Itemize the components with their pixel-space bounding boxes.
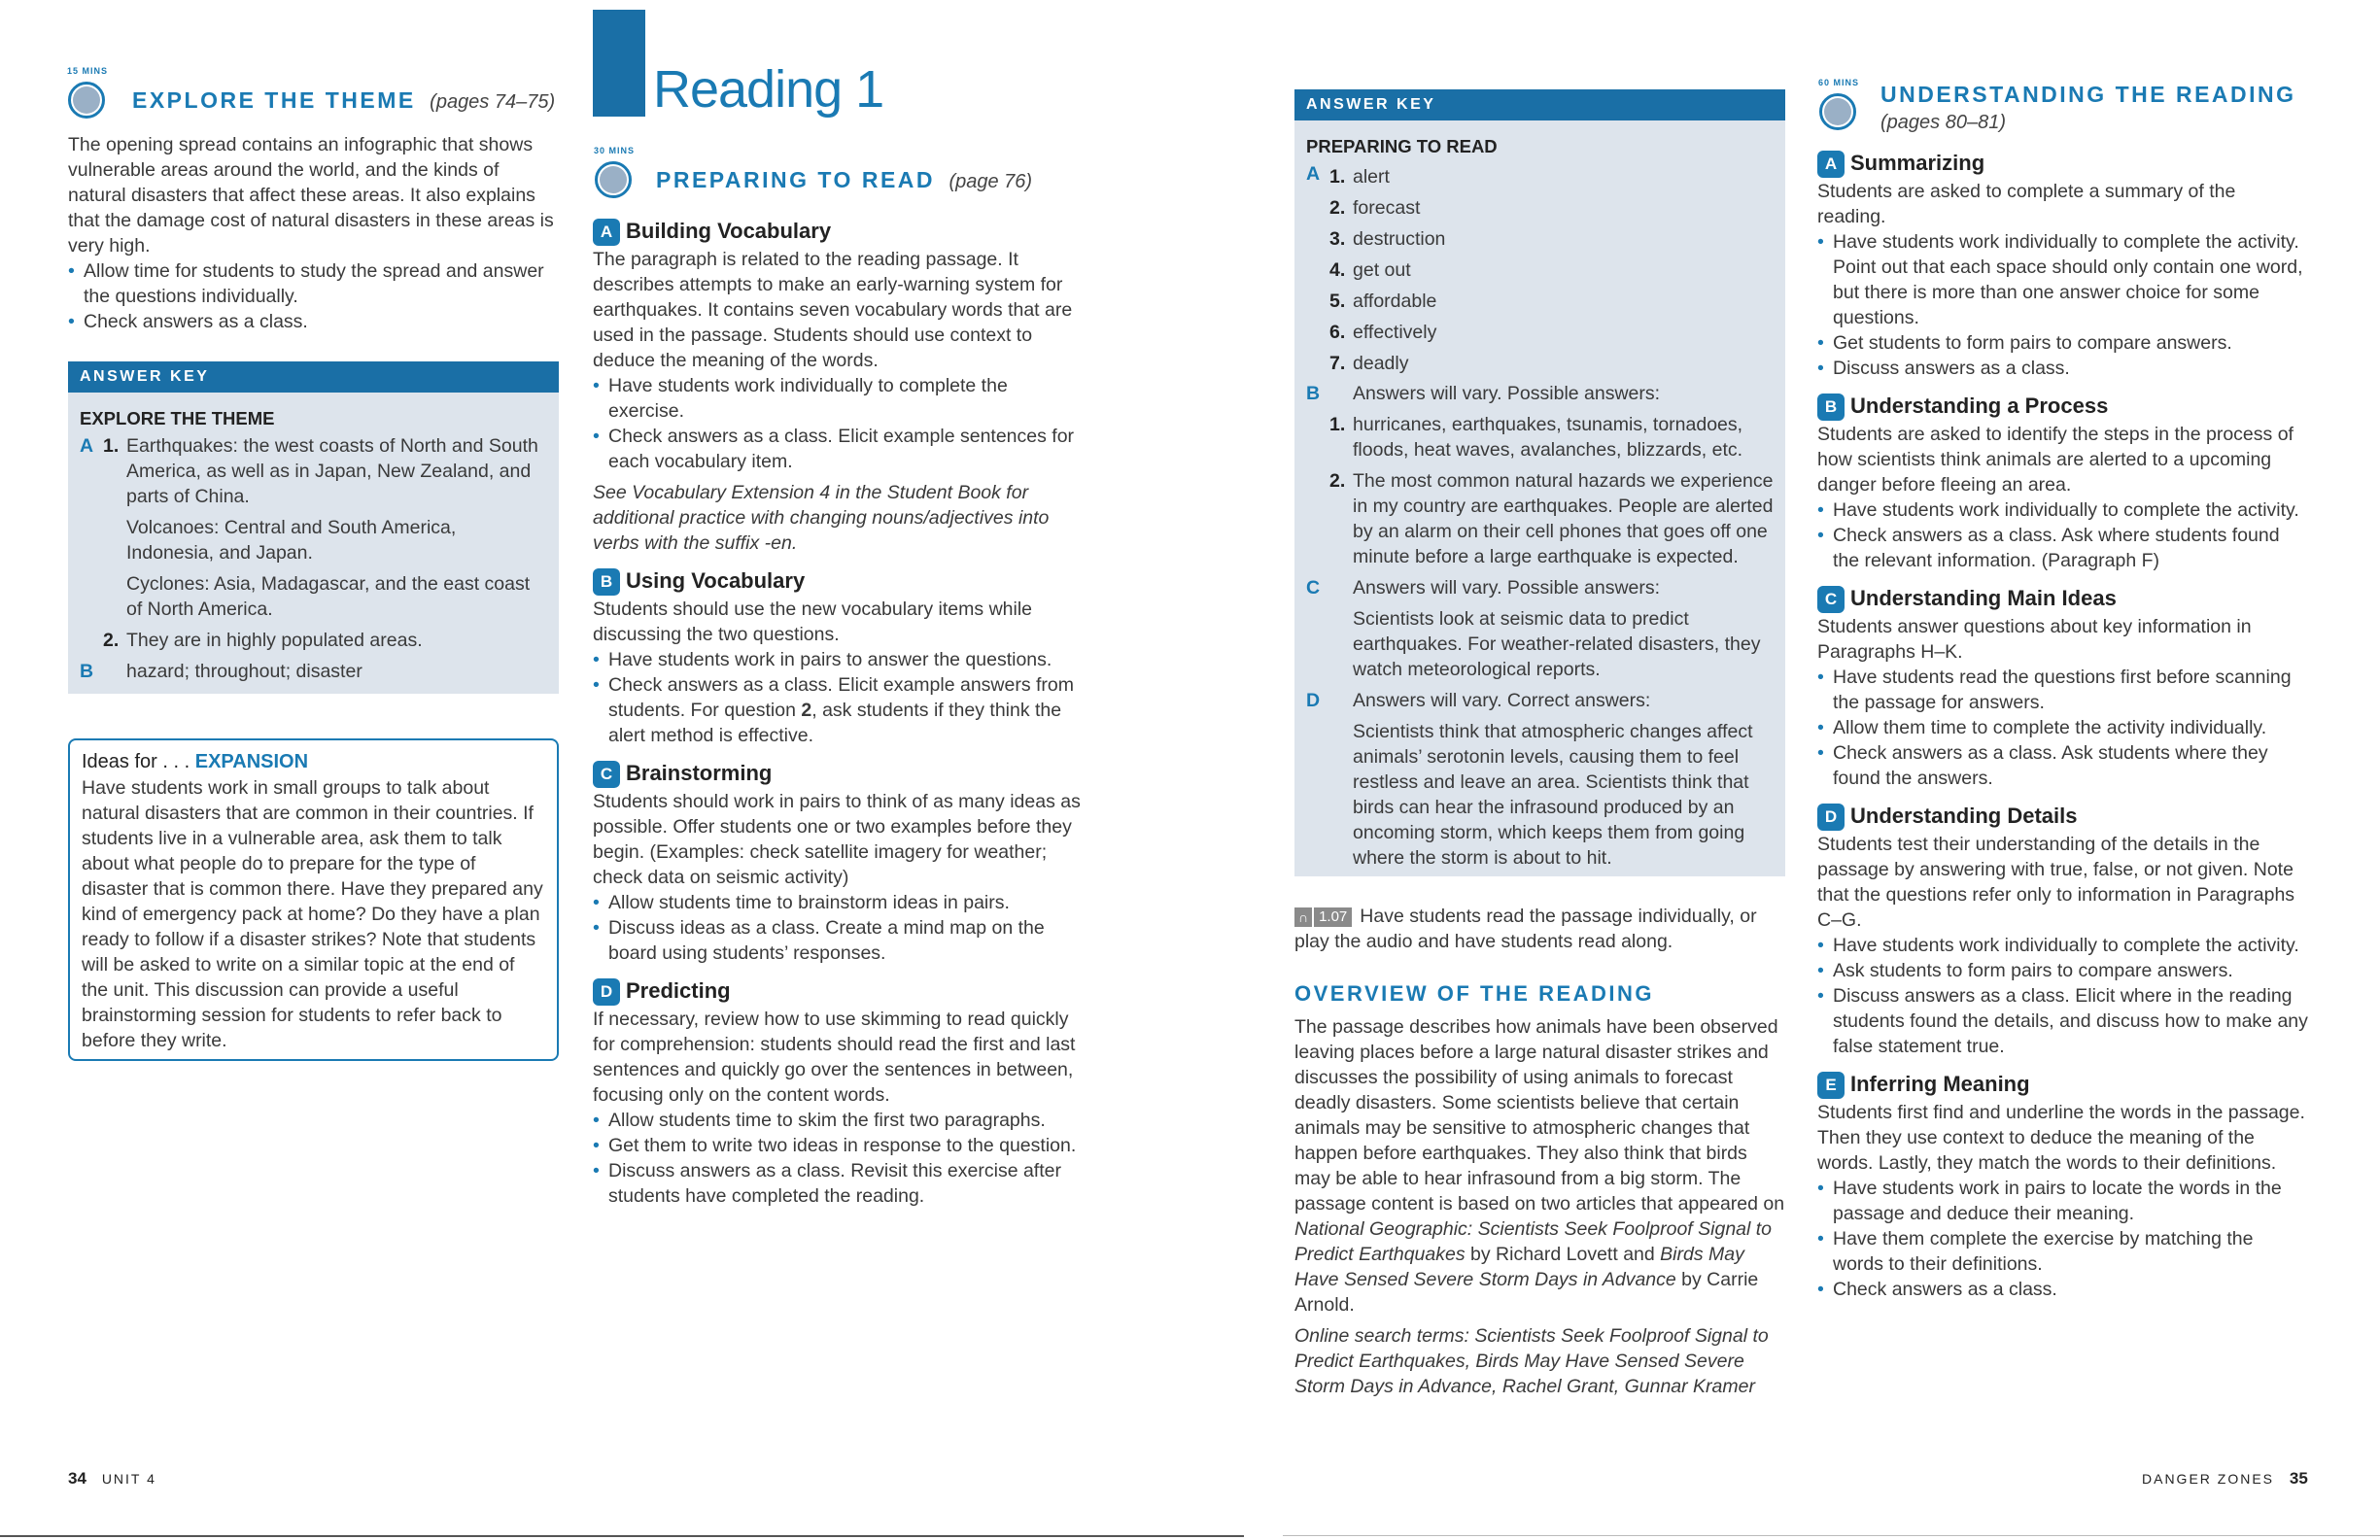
section-text: The paragraph is related to the reading passage. It describes attempts to make an early-warning system for earthquakes. It contains seven vocabulary words that are used in the passage. Students should use context to deduce the meaning of the words. xyxy=(593,249,1073,371)
list-item: • Have students work individually to complete the activity. Point out that each space should only contain one word, but there is more than one answer choice for some questions. xyxy=(1817,229,2308,330)
answer-text: hazard; throughout; disaster xyxy=(126,661,362,682)
page-ref: (pages 80–81) xyxy=(1880,112,2006,133)
answer-text: Volcanoes: Central and South America, Indonesia, and Japan. xyxy=(126,517,457,564)
page-title: Reading 1 xyxy=(653,60,884,119)
answer-text: Answers will vary. Possible answers: xyxy=(1353,383,1661,404)
section-text: Students first find and underline the words in the passage. Then they use context to deduce the meaning of the words. Lastly, they match the words to their definitions. xyxy=(1817,1102,2305,1174)
audio-track-badge[interactable]: 1.07 xyxy=(1314,907,1352,927)
list-item: • Have students work in pairs to locate the words in the passage and deduce their meaning. xyxy=(1817,1176,2308,1226)
answer-text: Scientists think that atmospheric changes affect animals’ serotonin levels, causing them to feel restless and leave an area. Scientists think that birds can hear the infrasound produced by an oncoming storm, which keeps them from going where the storm is about to hit. xyxy=(1353,721,1753,869)
answer-text: affordable xyxy=(1353,291,1437,312)
list-item: • Have students work individually to complete the activity. xyxy=(1817,933,2308,958)
answer-text: alert xyxy=(1353,166,1390,188)
subsection-heading: B Understanding a Process xyxy=(1817,391,2308,422)
answer-text: get out xyxy=(1353,259,1411,281)
timer-icon: 60 MINS xyxy=(1811,80,1862,130)
answer-text: hurricanes, earthquakes, tsunamis, tornadoes, floods, heat waves, avalanches, blizzards, etc. xyxy=(1353,414,1743,461)
section-d xyxy=(1817,801,2308,1059)
bottom-rule-right xyxy=(1283,1535,2380,1536)
list-item: • Have them complete the exercise by matching the words to their definitions. xyxy=(1817,1226,2308,1277)
answer-key-header: ANSWER KEY xyxy=(68,361,559,393)
section-text: Students should use the new vocabulary items while discussing the two questions. xyxy=(593,599,1033,645)
headphones-icon[interactable]: ∩ xyxy=(1294,907,1312,927)
page-ref: (page 76) xyxy=(949,171,1033,192)
list-item: • Discuss answers as a class. Revisit this exercise after students have completed the reading. xyxy=(593,1158,1084,1209)
title-bar xyxy=(593,10,645,117)
section-text: Students should work in pairs to think of as many ideas as possible. Offer students one or two examples before they begin. (Examples: check satellite imagery for weather; check data on seismic activity) xyxy=(593,791,1081,888)
answer-letter: A xyxy=(80,435,94,457)
section-text: Students are asked to identify the steps in the process of how scientists think animals are alerted to a upcoming danger before fleeing an area. xyxy=(1817,424,2294,496)
list-item: • Check answers as a class. Elicit example answers from students. For question 2, ask students if they think the alert method is effective. xyxy=(593,672,1084,748)
explore-intro: The opening spread contains an infographic that shows vulnerable areas around the world, and the kinds of natural disasters that affect these areas. It also explains that the damage cost of natural disasters in these areas is very high. xyxy=(68,134,554,257)
answer-text: effectively xyxy=(1353,322,1437,343)
answer-letter: C xyxy=(1306,577,1321,599)
section-title: OVERVIEW OF THE READING xyxy=(1294,981,1655,1006)
list-item: • Allow students time to brainstorm ideas in pairs. xyxy=(593,890,1084,915)
list-item: • Discuss answers as a class. Elicit where in the reading students found the details, and discuss how to make any false statement true. xyxy=(1817,983,2308,1059)
subsection-heading: C Brainstorming xyxy=(593,758,1084,789)
subsection-heading: A Summarizing xyxy=(1817,148,2308,179)
ideas-text: Have students work in small groups to talk about natural disasters that are common in their countries. If students live in a vulnerable area, ask them to talk about what people do to prepare for the type of disaster that is common there. Have they prepared any kind of emergency pack at home? Do they have a plan ready to follow if a disaster strikes? Note that students will be asked to write on a similar topic at the end of the unit. This discussion can provide a useful brainstorming session for students to refer back to before they write. xyxy=(82,777,543,1051)
answer-letter: B xyxy=(80,661,94,682)
list-item: • Allow them time to complete the activity individually. xyxy=(1817,715,2308,740)
list-item: • Have students work in pairs to answer the questions. xyxy=(593,647,1084,672)
answer-text: Cyclones: Asia, Madagascar, and the east coast of North America. xyxy=(126,573,531,620)
answer-text: Earthquakes: the west coasts of North and South America, as well as in Japan, New Zealand, and parts of China. xyxy=(126,435,538,507)
ideas-title: EXPANSION xyxy=(194,751,309,772)
letter-badge: A xyxy=(593,219,620,246)
answer-number: 1. xyxy=(103,435,120,457)
list-item: • Discuss ideas as a class. Create a mind map on the board using students’ responses. xyxy=(593,915,1084,966)
letter-badge: C xyxy=(593,761,620,788)
chapter-label: DANGER ZONES xyxy=(2142,1471,2275,1487)
overview-text: The passage describes how animals have been observed leaving places before a large natural disaster strikes and discusses the possibility of using animals to forecast deadly disasters. Some scientists believe that certain animals may be sensitive to atmospheric changes that happen before earthquakes. They also think that birds may be able to hear infrasound from a big storm. The passage content is based on two articles that appeared on National Geographic: Scientists Seek Foolproof Signal to Predict Earthquakes by Richard Lovett and Birds May Have Sensed Severe Storm Days in Advance by Carrie Arnold. xyxy=(1294,1016,1785,1316)
list-item: • Have students work individually to complete the activity. xyxy=(1817,497,2308,523)
footer-right xyxy=(2142,1469,2308,1489)
section-text: Students answer questions about key information in Paragraphs H–K. xyxy=(1817,616,2252,663)
letter-badge: B xyxy=(593,568,620,596)
list-item: • Have students work individually to complete the exercise. xyxy=(593,373,1084,424)
answer-letter: A xyxy=(1306,163,1321,185)
subsection-heading: C Understanding Main Ideas xyxy=(1817,583,2308,614)
preparing-heading xyxy=(656,167,1032,193)
list-item: • Ask students to form pairs to compare answers. xyxy=(1817,958,2308,983)
timer-icon: 15 MINS xyxy=(60,68,111,119)
answer-key-box: ANSWER KEY PREPARING TO READ A 1. alert 2. forecast 3. destruction 4. get out 5. affordable 6. effectively 7. deadly B Answers will vary. Possible answers: 1. hurricanes, earthquakes, tsunamis, tornadoes, floods, heat waves, avalanches, blizzards, etc. 2. The most common natural hazards we experience in my country are earthquakes. People are alerted by an alarm on their cell phones that goes off one minute before a large earthquake is expected. C Answers will vary. Possible answers: Scientists look at seismic data to predict earthquakes. For weather-related disasters, they watch meteorological reports. D Answers will vary. Correct answers: Scientists think that atmospheric changes affect animals’ serotonin levels, causing them to feel restless and leave an area. Scientists think that birds can hear the infrasound produced by an oncoming storm, which keeps them from going where the storm is about to hit. xyxy=(1294,89,1785,876)
list-item: • Check answers as a class. Ask where students found the relevant information. (Paragraph F) xyxy=(1817,523,2308,573)
section-c xyxy=(1817,583,2308,791)
page-number: 35 xyxy=(2289,1469,2308,1488)
footer-left xyxy=(68,1469,156,1489)
subsection-heading: D Predicting xyxy=(593,975,1084,1007)
answer-text: They are in highly populated areas. xyxy=(126,630,423,651)
answer-text: forecast xyxy=(1353,197,1421,219)
section-title: UNDERSTANDING THE READING xyxy=(1880,82,2296,107)
list-item: • Check answers as a class. Ask students where they found the answers. xyxy=(1817,740,2308,791)
explore-theme-heading xyxy=(132,87,569,114)
list-item: • Get them to write two ideas in response to the question. xyxy=(593,1133,1084,1158)
section-text: Students are asked to complete a summary of the reading. xyxy=(1817,181,2236,227)
answer-key-subhead: EXPLORE THE THEME xyxy=(80,408,275,428)
answer-text: Answers will vary. Possible answers: xyxy=(1353,577,1661,599)
list-item: • Discuss answers as a class. xyxy=(1817,356,2308,381)
letter-badge: E xyxy=(1817,1072,1845,1099)
letter-badge: C xyxy=(1817,586,1845,613)
letter-badge: B xyxy=(1817,394,1845,421)
section-e xyxy=(1817,1069,2308,1302)
unit-label: UNIT 4 xyxy=(101,1471,156,1487)
subsection-heading: A Building Vocabulary xyxy=(593,216,1084,247)
timer-icon: 30 MINS xyxy=(587,148,638,198)
section-text: Students test their understanding of the details in the passage by answering with true, false, or not given. Note that the questions refer only to information in Paragraphs C–G. xyxy=(1817,834,2295,931)
list-item: • Check answers as a class. xyxy=(68,309,559,334)
answer-text: The most common natural hazards we experience in my country are earthquakes. People are alerted by an alarm on their cell phones that goes off one minute before a large earthquake is expected. xyxy=(1353,470,1774,567)
answer-key-subhead: PREPARING TO READ xyxy=(1306,136,1498,156)
list-item: • Check answers as a class. Elicit example sentences for each vocabulary item. xyxy=(593,424,1084,474)
bottom-rule-left xyxy=(0,1535,1244,1537)
section-a xyxy=(1817,148,2308,381)
list-item: • Allow time for students to study the spread and answer the questions individually. xyxy=(68,258,559,309)
answer-text: Scientists look at seismic data to predict earthquakes. For weather-related disasters, they watch meteorological reports. xyxy=(1353,608,1761,680)
letter-badge: D xyxy=(1817,804,1845,831)
understanding-heading xyxy=(1880,82,2296,134)
ideas-expansion-box xyxy=(68,738,559,1061)
ideas-prefix: Ideas for . . . xyxy=(82,751,190,772)
section-text: If necessary, review how to use skimming to read quickly for comprehension: students should read the first and last sentences and quickly go over the sentences in between, focusing only on the content words. xyxy=(593,1009,1076,1106)
list-item: • Have students read the questions first before scanning the passage for answers. xyxy=(1817,665,2308,715)
answer-letter: D xyxy=(1306,690,1321,711)
section-title: EXPLORE THE THEME xyxy=(132,87,416,113)
page-ref: (pages 74–75) xyxy=(430,91,556,113)
section-title: PREPARING TO READ xyxy=(656,167,936,192)
search-terms: Online search terms: Scientists Seek Foolproof Signal to Predict Earthquakes, Birds May Have Sensed Severe Storm Days in Advance, Rachel Grant, Gunnar Kramer xyxy=(1294,1325,1769,1397)
audio-instruction: ∩ 1.07 Have students read the passage individually, or play the audio and have students read along. xyxy=(1294,906,1757,952)
list-item: • Check answers as a class. xyxy=(1817,1277,2308,1302)
answer-text: Answers will vary. Correct answers: xyxy=(1353,690,1651,711)
answer-number: 2. xyxy=(103,630,120,651)
answer-key-box xyxy=(68,361,559,694)
list-item: • Allow students time to skim the first two paragraphs. xyxy=(593,1108,1084,1133)
page-number: 34 xyxy=(68,1469,86,1488)
subsection-heading: B Using Vocabulary xyxy=(593,565,1084,597)
letter-badge: A xyxy=(1817,151,1845,178)
answer-text: deadly xyxy=(1353,353,1409,374)
answer-text: destruction xyxy=(1353,228,1446,250)
answer-key-header: ANSWER KEY xyxy=(1294,89,1785,120)
note-text: See Vocabulary Extension 4 in the Student Book for additional practice with changing nouns/adjectives into verbs with the suffix -en. xyxy=(593,482,1050,554)
explore-bullets xyxy=(68,258,559,334)
list-item: • Get students to form pairs to compare answers. xyxy=(1817,330,2308,356)
subsection-heading: D Understanding Details xyxy=(1817,801,2308,832)
subsection-heading: E Inferring Meaning xyxy=(1817,1069,2308,1100)
letter-badge: D xyxy=(593,978,620,1006)
answer-letter: B xyxy=(1306,383,1321,404)
section-b xyxy=(1817,391,2308,573)
